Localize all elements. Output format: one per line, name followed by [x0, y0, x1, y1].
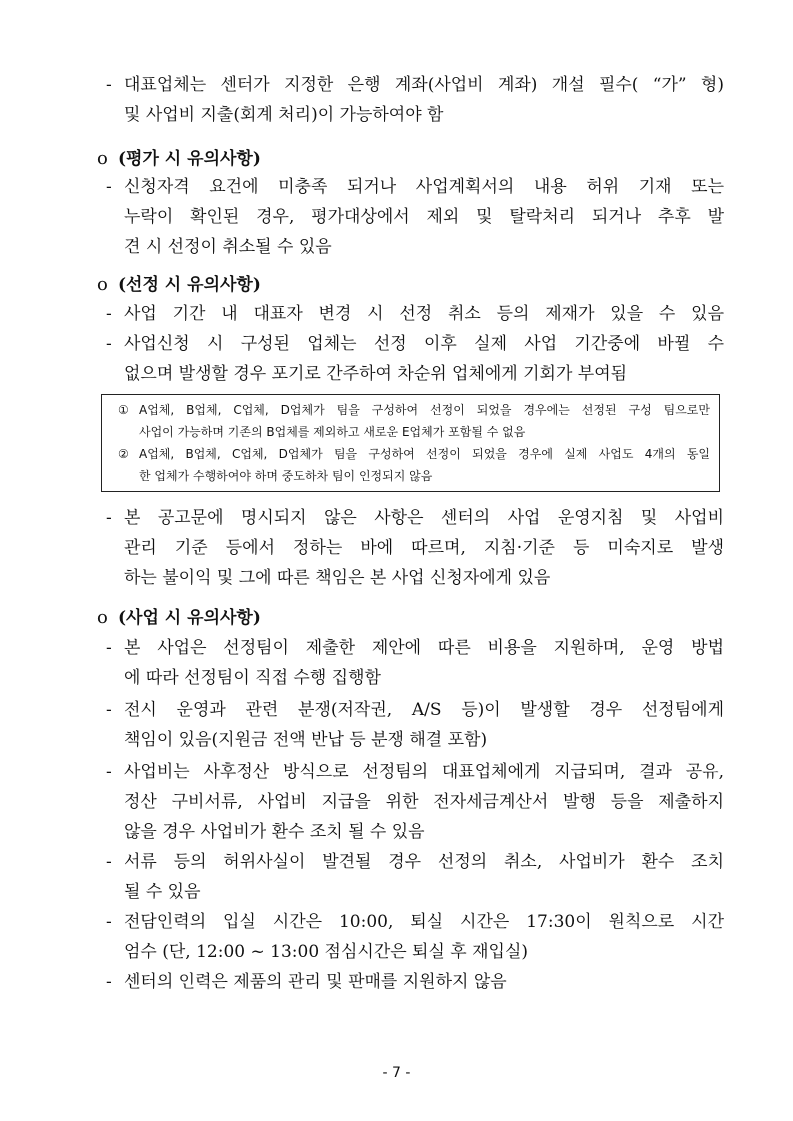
item-text: 엄수 (단, 12:00 ~ 13:00 점심시간은 퇴실 후 재입실) — [124, 942, 529, 962]
item-text: 사업비는 사후정산 방식으로 선정팀의 대표업체에게 지급되며, 결과 공유, — [124, 762, 724, 782]
dash-marker: - — [106, 852, 112, 872]
section-heading: (사업 시 유의사항) — [118, 608, 261, 628]
dash-marker: - — [106, 304, 112, 324]
note-text: A업체, B업체, C업체, D업체가 팀을 구성하여 선정이 되었을 경우에는 선정된 구성 팀으로만 — [139, 403, 710, 417]
circle-bullet-icon: o — [97, 274, 108, 295]
page-number: - 7 - — [382, 1065, 411, 1081]
dash-marker: - — [106, 700, 112, 720]
dash-marker: - — [106, 972, 112, 992]
dash-marker: - — [106, 177, 112, 197]
item-text: 서류 등의 허위사실이 발견될 경우 선정의 취소, 사업비가 환수 조치 — [124, 852, 724, 872]
item-text: 없으며 발생할 경우 포기로 간주하여 차순위 업체에게 기회가 부여됨 — [124, 364, 628, 384]
dash-marker: - — [106, 75, 112, 95]
item-text: 전시 운영과 관련 분쟁(저작권, A/S 등)이 발생할 경우 선정팀에게 — [124, 700, 724, 720]
item-text: 본 공고문에 명시되지 않은 사항은 센터의 사업 운영지침 및 사업비 — [124, 508, 724, 528]
item-text: 전담인력의 입실 시간은 10:00, 퇴실 시간은 17:30이 원칙으로 시간 — [124, 912, 724, 932]
item-text: 사업신청 시 구성된 업체는 선정 이후 실제 사업 기간중에 바뀔 수 — [124, 334, 724, 354]
note-number: ① — [118, 403, 129, 417]
item-text: 사업 기간 내 대표자 변경 시 선정 취소 등의 제재가 있을 수 있음 — [124, 304, 724, 324]
item-text: 정산 구비서류, 사업비 지급을 위한 전자세금계산서 발행 등을 제출하지 — [124, 792, 724, 812]
item-text: 될 수 있음 — [124, 882, 201, 902]
dash-marker: - — [106, 762, 112, 782]
circle-bullet-icon: o — [97, 607, 108, 628]
item-text: 않을 경우 사업비가 환수 조치 될 수 있음 — [124, 822, 425, 842]
note-text: 한 업체가 수행하여야 하며 중도하차 팀이 인정되지 않음 — [139, 469, 433, 483]
item-text: 책임이 있음(지원금 전액 반납 등 분쟁 해결 포함) — [124, 730, 488, 750]
section-heading: (평가 시 유의사항) — [118, 149, 261, 169]
section-heading: (선정 시 유의사항) — [118, 275, 261, 295]
item-text: 관리 기준 등에서 정하는 바에 따르며, 지침·기준 등 미숙지로 발생 — [124, 538, 724, 558]
item-text: 및 사업비 지출(회계 처리)이 가능하여야 함 — [124, 105, 444, 125]
note-text: 사업이 가능하며 기존의 B업체를 제외하고 새로운 E업체가 포함될 수 없음 — [139, 425, 526, 439]
item-text: 견 시 선정이 취소될 수 있음 — [124, 237, 332, 257]
item-text: 하는 불이익 및 그에 따른 책임은 본 사업 신청자에게 있음 — [124, 568, 551, 588]
item-text: 센터의 인력은 제품의 관리 및 판매를 지원하지 않음 — [124, 972, 507, 992]
dash-marker: - — [106, 912, 112, 932]
item-text: 신청자격 요건에 미충족 되거나 사업계획서의 내용 허위 기재 또는 — [124, 177, 724, 197]
item-text: 누락이 확인된 경우, 평가대상에서 제외 및 탈락처리 되거나 추후 발 — [124, 207, 724, 227]
dash-marker: - — [106, 334, 112, 354]
note-text: A업체, B업체, C업체, D업체가 팀을 구성하여 선정이 되었을 경우에 실제 사업도 4개의 동일 — [139, 447, 710, 461]
dash-marker: - — [106, 508, 112, 528]
note-number: ② — [118, 447, 129, 461]
example-note-box — [101, 394, 720, 492]
item-text: 대표업체는 센터가 지정한 은행 계좌(사업비 계좌) 개설 필수( “가” 형) — [124, 75, 724, 95]
circle-bullet-icon: o — [97, 148, 108, 169]
item-text: 본 사업은 선정팀이 제출한 제안에 따른 비용을 지원하며, 운영 방법 — [124, 638, 724, 658]
item-text: 에 따라 선정팀이 직접 수행 집행함 — [124, 668, 381, 688]
dash-marker: - — [106, 638, 112, 658]
